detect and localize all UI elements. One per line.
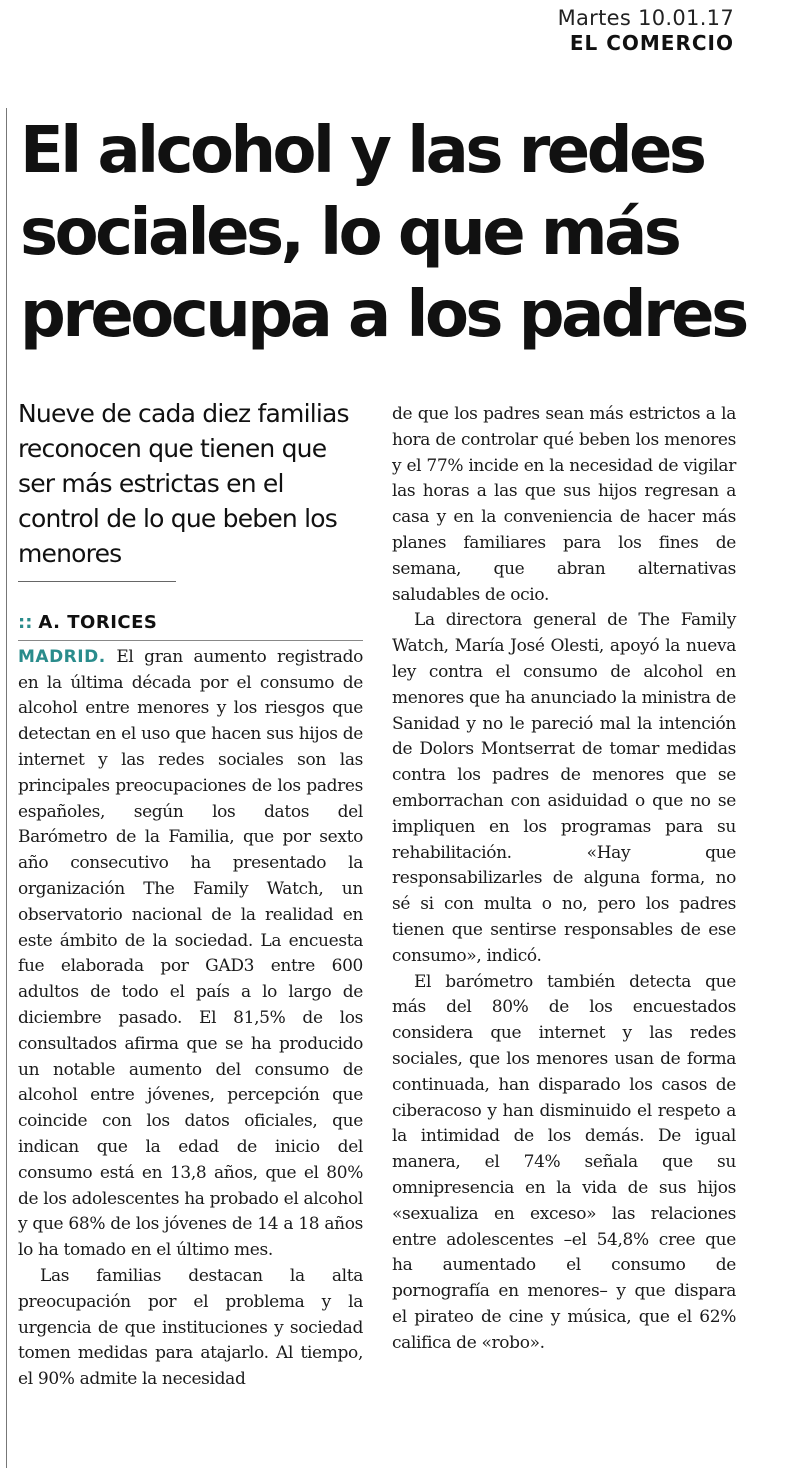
article-column-left [18, 396, 363, 1393]
publication-date: Martes 10.01.17 [557, 6, 734, 30]
body-paragraph-2-continued: de que los padres sean más estrictos a la hora de controlar qué beben los menores y el 77% incide en la necesidad de vigilar las horas a las que sus hijos regresan a casa y en la conveniencia de hacer más planes familiares para los fines de semana, que abran alternativas saludables de ocio. [392, 404, 736, 605]
dateline-location: MADRID. [18, 646, 106, 667]
body-paragraph-3: La directora general de The Family Watch, María José Olesti, apoyó la nueva ley contra el consumo de alcohol en menores que ha anunciado la ministra de Sanidad y no le pareció mal la intención de Dolors Montserrat de tomar medidas contra los padres de menores que se emborrachan con asiduidad o que no se impliquen en los programas para su rehabilitación. «Hay que responsabilizarles de alguna forma, no sé si con multa o no, pero los padres tienen que sentirse responsables de ese consumo», indicó. [392, 610, 736, 966]
author-name: A. TORICES [38, 612, 158, 633]
byline [18, 610, 363, 641]
lead-paragraph [18, 645, 363, 1264]
headline: El alcohol y las redes sociales, lo que más preocupa a los padres [20, 114, 746, 352]
lead-text: El gran aumento registrado en la última década por el consumo de alcohol entre menores y los riesgos que detectan en el uso que hacen sus hijos de internet y las redes sociales son las principales preocupaciones de los padres españoles, según los datos del Barómetro de la Familia, que por sexto año consecutivo ha presentado la organización The Family Watch, un observatorio nacional de la realidad en este ámbito de la sociedad. La encuesta fue elaborada por GAD3 entre 600 adultos de todo el país a lo largo de diciembre pasado. El 81,5% de los consultados afirma que se ha producido un notable aumento del consumo de alcohol entre jóvenes, percepción que coincide con los datos oficiales, que indican que la edad de inicio del consumo está en 13,8 años, que el 80% de los adolescentes ha probado el alcohol y que 68% de los jóvenes de 14 a 18 años lo ha tomado en el último mes. [18, 646, 363, 1261]
subheadline: Nueve de cada diez familias reconocen que tienen que ser más estrictas en el control de lo que beben los menores [18, 399, 349, 568]
body-paragraph-4: El barómetro también detecta que más del 80% de los encuestados considera que internet y las redes sociales, que los menores usan de forma continuada, han disparado los casos de ciberacoso y han disminuido el respeto a la intimidad de los demás. De igual manera, el 74% señala que su omnipresencia en la vida de sus hijos «sexualiza en exceso» las relaciones entre adolescentes –el 54,8% cree que ha aumentado el consumo de pornografía en menores– y que dispara el pirateo de cine y música, que el 62% califica de «robo». [392, 971, 736, 1353]
newspaper-name: EL COMERCIO [569, 31, 734, 55]
body-paragraph-2: Las familias destacan la alta preocupación por el problema y la urgencia de que instituciones y sociedad tomen medidas para atajarlo. Al tiempo, el 90% admite la necesidad [18, 1265, 363, 1390]
article-column-right [392, 402, 736, 1356]
byline-marker: :: [18, 612, 33, 633]
column-rule [6, 108, 7, 1468]
subheadline-rule [18, 581, 176, 582]
masthead [558, 8, 734, 53]
